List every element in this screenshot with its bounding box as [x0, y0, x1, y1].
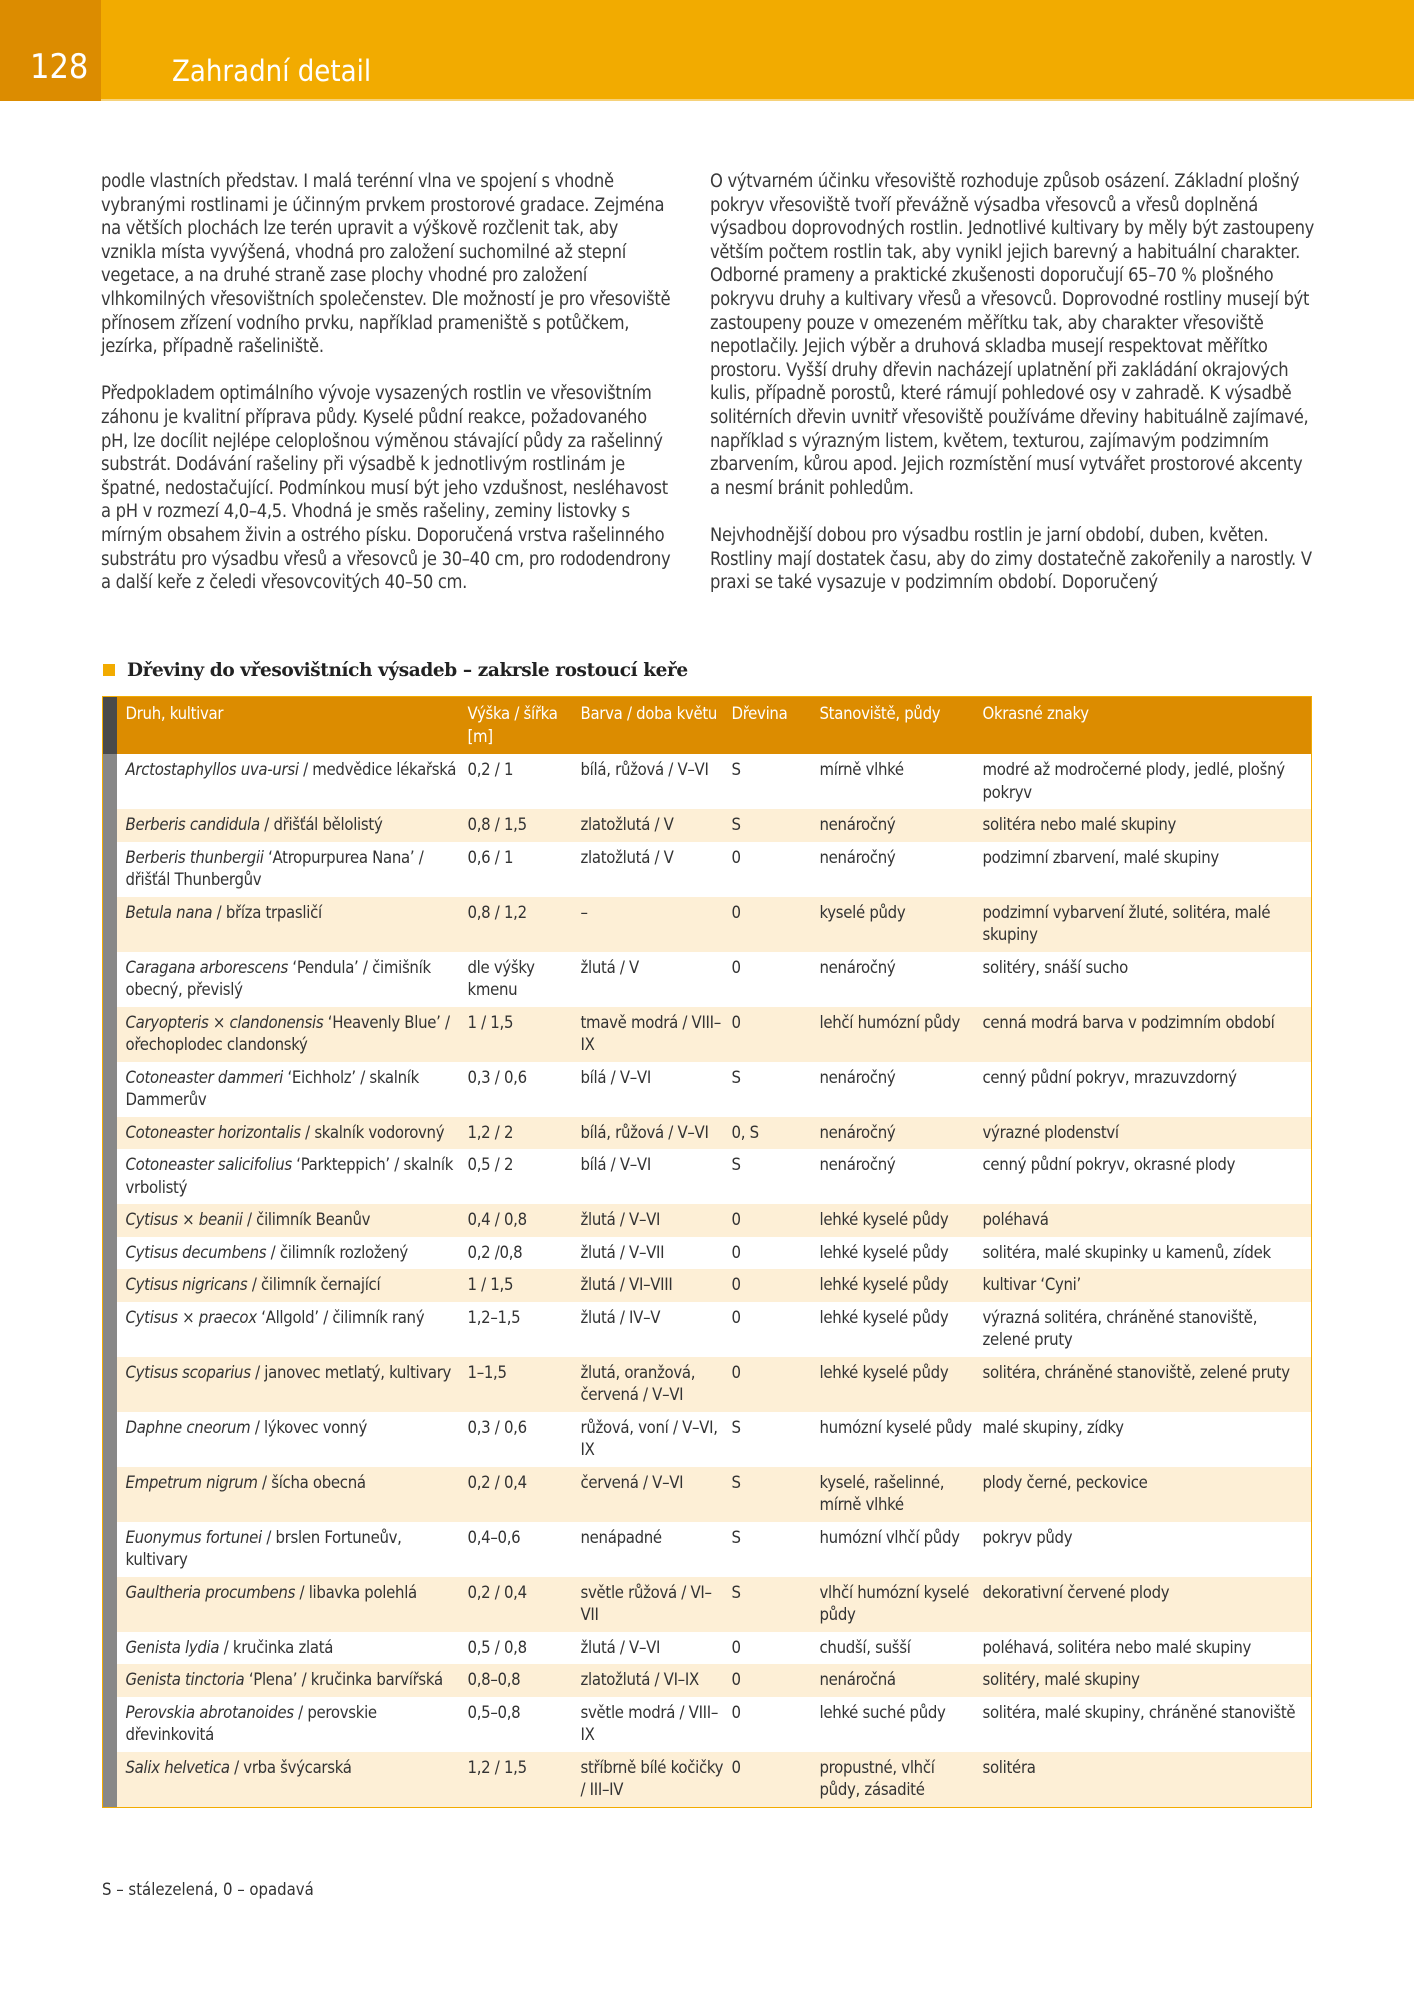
cell-flower: nenápadné [580, 1527, 662, 1547]
table-row [103, 1697, 1312, 1752]
cell-size: 0,2 / 1 [467, 760, 514, 779]
cell-features: výrazné plodenství [983, 1117, 1312, 1150]
cell-features: cenný půdní pokryv, mrazuvzdorný [982, 1067, 1237, 1087]
paragraph: podle vlastních představ. I malá terénní vlna ve spojení s vhodně vybranými rostlinami je účinným prvkem prostorové gradace. Zejména na větších plochách lze terén upravit a výškově rozčlenit tak, aby vznikla místa vyvýšená, vhodná pro založení suchomilné až stepní vegetace, a na druhé straně zase plochy vhodné pro založení vlhkomilných vřesovištních společenstev. Dle možností je pro vřesoviště přínosem zřízení vodního prvku, například prameniště s potůčkem, jezírka, případně rašeliniště. [101, 171, 671, 358]
latin-name: Gaultheria procumbens [125, 1582, 296, 1602]
cell-features: solitéry, snáší sucho [982, 957, 1128, 977]
table-row [103, 1062, 1312, 1117]
cell-size: 0,2 / 0,4 [468, 1577, 581, 1632]
cell-species [117, 1697, 468, 1752]
common-name: / libavka polehlá [295, 1582, 417, 1602]
cell-site: propustné, vlhčí půdy, zásadité [820, 1752, 983, 1808]
common-name: / brslen Fortuneův, kultivary [125, 1527, 402, 1569]
cell-flower: růžová, voní / V–VI, IX [580, 1417, 718, 1459]
cell-features: solitéra [983, 1752, 1312, 1808]
cell-flower: – [581, 897, 732, 952]
page-number: 128 [0, 0, 101, 101]
cell-site: vlhčí humózní kyselé půdy [820, 1577, 983, 1632]
col-header-species: Druh, kultivar [117, 697, 468, 755]
table-footnote: S – stálezelená, 0 – opadavá [102, 1880, 314, 1899]
cell-size: 1 / 1,5 [468, 1007, 581, 1062]
common-name: / čilimník Beanův [242, 1210, 371, 1229]
row-bar [103, 952, 117, 1007]
latin-name: Genista lydia [125, 1637, 220, 1657]
latin-name: Berberis thunbergii [125, 847, 264, 867]
cell-flower: žlutá / V–VII [580, 1242, 665, 1262]
cell-type: S [732, 1577, 820, 1632]
cell-features: solitéra, malé skupinky u kamenů, zídek [982, 1242, 1271, 1262]
cell-species [117, 897, 468, 952]
col-header-type: Dřevina [732, 697, 820, 755]
cell-site: lehké kyselé půdy [820, 1357, 983, 1412]
cell-species [117, 1302, 468, 1357]
cell-species [117, 1269, 468, 1302]
cell-features: malé skupiny, zídky [982, 1417, 1124, 1437]
cell-type: S [732, 809, 820, 842]
cell-flower: žlutá / V [580, 957, 639, 977]
cell-size: 0,5–0,8 [467, 1702, 521, 1722]
cell-flower: žlutá / IV–V [580, 1307, 661, 1327]
table-row [103, 1357, 1312, 1412]
cell-features: solitéra, chráněné stanoviště, zelené pruty [983, 1357, 1312, 1412]
page-header [0, 0, 1414, 101]
cell-flower: žlutá, oranžová, červená / V–VI [581, 1357, 732, 1412]
cell-species [117, 1237, 468, 1270]
cell-type: S [731, 1067, 741, 1087]
latin-name: Cytisus × beanii [125, 1210, 243, 1229]
cell-type: 0 [731, 1242, 741, 1262]
cell-site: lehké kyselé půdy [819, 1242, 949, 1262]
row-bar [103, 842, 117, 897]
latin-name: Caryopteris × clandonensis [125, 1012, 324, 1032]
row-bar [103, 1664, 117, 1697]
row-bar [103, 1467, 117, 1522]
cell-type: S [731, 1155, 741, 1174]
table-title-text: Dřeviny do vřesovištních výsadeb – zakrsle rostoucí keře [127, 660, 688, 681]
cell-species [117, 842, 468, 897]
cell-site: nenáročný [819, 957, 896, 977]
cell-site: nenáročný [820, 809, 983, 842]
cell-features: modré až modročerné plody, jedlé, plošný pokryv [982, 760, 1285, 802]
cell-species [117, 1664, 468, 1697]
row-bar [103, 897, 117, 952]
cell-site: nenáročný [820, 1117, 983, 1150]
paragraph: O výtvarném účinku vřesoviště rozhoduje způsob osázení. Základní plošný pokryv vřesoviště tvoří převážně výsadba vřesovců a vřesů doplněná výsadbou doprovodných rostlin. Jednotlivé kultivary by měly být zastoupeny větším počtem rostlin tak, aby vynikl jejich barevný a habituální charakter. Odborné prameny a praktické zkušenosti doporučují 65–70 % plošného pokryvu druhy a kultivary vřesů a vřesovců. Doprovodné rostliny musejí být zastoupeny pouze v omezeném měřítku tak, aby charakter vřesoviště nepotlačily. Jejich výběr a druhová skladba musejí respektovat měřítko prostoru. Vyšší druhy dřevin nacházejí uplatnění při zakládání okrajových kulis, případně porostů, které rámují pohledové osy v zahradě. K výsadbě solitérních dřevin uvnitř vřesoviště používáme dřeviny habituálně zajímavé, například s výrazným listem, květem, texturou, zajímavým podzimním zbarvením, kůrou apod. Jejich rozmístění musí vytvářet prostorové akcenty a nesmí bránit pohledům. [710, 171, 1315, 499]
cell-flower: světle modrá / VIII–IX [580, 1702, 719, 1744]
cell-flower: bílá / V–VI [580, 1155, 651, 1174]
latin-name: Berberis candidula [125, 815, 260, 834]
cell-flower: tmavě modrá / VIII–IX [581, 1007, 732, 1062]
table-row [103, 1302, 1312, 1357]
cell-type: S [731, 1527, 741, 1547]
latin-name: Cytisus decumbens [125, 1242, 267, 1262]
col-header-site: Stanoviště, půdy [820, 697, 983, 755]
latin-name: Euonymus fortunei [125, 1527, 262, 1547]
col-header-flower: Barva / doba květu [581, 697, 732, 755]
cell-species [117, 1117, 468, 1150]
cell-size: 0,8 / 1,2 [468, 897, 581, 952]
cell-features: plody černé, peckovice [983, 1467, 1312, 1522]
latin-name: Betula nana [125, 902, 213, 922]
common-name: / čilimník rozložený [266, 1242, 408, 1262]
cell-type: 0 [732, 1007, 820, 1062]
cell-type: 0 [731, 957, 741, 977]
table-row [103, 754, 1312, 809]
common-name: ‘Plena’ / kručinka barvířská [244, 1670, 443, 1689]
cell-features: cenný půdní pokryv, okrasné plody [982, 1155, 1236, 1174]
row-bar [103, 754, 117, 809]
cell-flower: světle růžová / VI–VII [581, 1577, 732, 1632]
row-bar [103, 1062, 117, 1117]
cell-species [117, 1007, 468, 1062]
latin-name: Empetrum nigrum [125, 1472, 258, 1492]
latin-name: Cytisus scoparius [125, 1362, 251, 1382]
cell-site: nenáročný [819, 1067, 896, 1087]
cell-size: 1,2–1,5 [467, 1307, 521, 1327]
cell-type: 0, S [732, 1117, 820, 1150]
cell-type: S [731, 1417, 741, 1437]
cell-type: S [731, 760, 741, 779]
cell-features: pokryv půdy [982, 1527, 1073, 1547]
latin-name: Cytisus nigricans [125, 1275, 248, 1294]
cell-features: poléhavá, solitéra nebo malé skupiny [982, 1637, 1252, 1657]
common-name: / lýkovec vonný [250, 1417, 367, 1437]
cell-species [117, 1204, 468, 1237]
table-row [103, 1117, 1312, 1150]
cell-size: 0,5 / 2 [467, 1155, 514, 1174]
row-bar [103, 1632, 117, 1665]
cell-size: 0,2 / 0,4 [468, 1467, 581, 1522]
cell-features: solitéra, malé skupiny, chráněné stanoviště [982, 1702, 1296, 1722]
cell-site: nenáročná [820, 1664, 983, 1697]
common-name: ‘Allgold’ / čilimník raný [256, 1307, 425, 1327]
cell-species [117, 1412, 468, 1467]
plants-table [102, 696, 1312, 1808]
cell-site: lehké suché půdy [819, 1702, 946, 1722]
row-bar [103, 1577, 117, 1632]
paragraph: Předpokladem optimálního vývoje vysazených rostlin ve vřesovištním záhonu je kvalitní příprava půdy. Kyselé půdní reakce, požadovaného pH, lze docílit nejlépe celoplošnou výměnou stávající půdy za rašelinný substrát. Dodávání rašeliny při výsadbě k jednotlivým rostlinám je špatné, nedostačující. Podmínkou musí být jeho vzdušnost, nesléhavost a pH v rozmezí 4,0–4,5. Vhodná je směs rašeliny, zeminy listovky s mírným obsahem živin a ostrého písku. Doporučená vrstva rašelinného substrátu pro výsadbu vřesů a vřesovců je 30–40 cm, pro rododendrony a další keře z čeledi vřesovcovitých 40–50 cm. [101, 383, 671, 594]
cell-type: 0 [731, 847, 741, 867]
table-row [103, 1149, 1312, 1204]
cell-site: mírně vlhké [819, 760, 904, 779]
cell-features: solitéry, malé skupiny [983, 1664, 1312, 1697]
row-bar [103, 1117, 117, 1150]
cell-features: poléhavá [983, 1204, 1312, 1237]
row-bar [103, 1697, 117, 1752]
common-name: ‘Heavenly Blue’ / ořechoplodec clandonský [125, 1012, 450, 1054]
latin-name: Genista tinctoria [125, 1670, 245, 1689]
cell-species [117, 1632, 468, 1665]
header-bar [103, 697, 117, 755]
cell-species [117, 1752, 468, 1808]
table-row [103, 1632, 1312, 1665]
cell-size: 0,4 / 0,8 [468, 1204, 581, 1237]
cell-flower: žlutá / VI–VIII [581, 1269, 732, 1302]
cell-size: dle výšky kmenu [467, 957, 535, 999]
right-text-column [710, 170, 1315, 618]
cell-site: chudší, sušší [819, 1637, 911, 1657]
cell-species [117, 754, 468, 809]
row-bar [103, 1302, 117, 1357]
cell-site: humózní vlhčí půdy [819, 1527, 960, 1547]
cell-features: cenná modrá barva v podzimním období [983, 1007, 1312, 1062]
cell-features: kultivar ‘Cyni’ [983, 1269, 1312, 1302]
row-bar [103, 1269, 117, 1302]
latin-name: Salix helvetica [125, 1757, 230, 1777]
cell-site: lehké kyselé půdy [820, 1204, 983, 1237]
table-row [103, 1577, 1312, 1632]
row-bar [103, 1522, 117, 1577]
cell-species [117, 1522, 468, 1577]
cell-type: 0 [731, 1702, 741, 1722]
cell-species [117, 952, 468, 1007]
common-name: ‘Atropurpurea Nana’ / dřišťál Thunbergův [125, 847, 424, 889]
cell-features: podzimní zbarvení, malé skupiny [982, 847, 1219, 867]
cell-species [117, 1357, 468, 1412]
cell-flower: zlatožlutá / V [580, 847, 674, 867]
table-row [103, 809, 1312, 842]
table-row [103, 1467, 1312, 1522]
common-name: / skalník vodorovný [300, 1122, 445, 1142]
cell-size: 0,2 /0,8 [467, 1242, 523, 1262]
latin-name: Cotoneaster salicifolius [125, 1155, 292, 1174]
cell-size: 0,6 / 1 [467, 847, 514, 867]
latin-name: Cotoneaster horizontalis [125, 1122, 301, 1142]
cell-size: 0,3 / 0,6 [467, 1067, 527, 1087]
row-bar [103, 1357, 117, 1412]
table-row [103, 1204, 1312, 1237]
cell-site: lehčí humózní půdy [820, 1007, 983, 1062]
row-bar [103, 1412, 117, 1467]
table-header-row [103, 697, 1312, 755]
cell-size: 0,3 / 0,6 [467, 1417, 527, 1437]
table-row [103, 1269, 1312, 1302]
table-row [103, 1522, 1312, 1577]
table-row [103, 842, 1312, 897]
common-name: / perovskie dřevinkovitá [125, 1702, 377, 1744]
cell-type: 0 [732, 897, 820, 952]
col-header-size: Výška / šířka [m] [468, 697, 581, 755]
latin-name: Cytisus × praecox [125, 1307, 257, 1327]
common-name: / kručinka zlatá [219, 1637, 334, 1657]
row-bar [103, 1149, 117, 1204]
cell-size: 0,5 / 0,8 [467, 1637, 527, 1657]
common-name: / šícha obecná [257, 1472, 366, 1492]
latin-name: Daphne cneorum [125, 1417, 251, 1437]
cell-flower: žlutá / V–VI [580, 1637, 661, 1657]
common-name: / čilimník černající [247, 1275, 381, 1294]
cell-species [117, 809, 468, 842]
common-name: / vrba švýcarská [229, 1757, 352, 1777]
cell-site: humózní kyselé půdy [819, 1417, 972, 1437]
cell-type: 0 [731, 1307, 741, 1327]
table-row [103, 952, 1312, 1007]
common-name: / dřišťál bělolistý [259, 815, 383, 834]
common-name: / janovec metlatý, kultivary [250, 1362, 452, 1382]
table-title [103, 660, 688, 681]
cell-features: dekorativní červené plody [983, 1577, 1312, 1632]
cell-flower: červená / V–VI [581, 1467, 732, 1522]
cell-size: 1,2 / 1,5 [468, 1752, 581, 1808]
col-header-features: Okrasné znaky [983, 697, 1312, 755]
cell-type: 0 [731, 1637, 741, 1657]
latin-name: Perovskia abrotanoides [125, 1702, 294, 1722]
cell-site: nenáročný [819, 1155, 896, 1174]
common-name: / bříza trpasličí [212, 902, 322, 922]
table-row [103, 1664, 1312, 1697]
cell-site: kyselé půdy [820, 897, 983, 952]
table-row [103, 1412, 1312, 1467]
cell-size: 1–1,5 [468, 1357, 581, 1412]
table-row [103, 897, 1312, 952]
common-name: / medvědice lékařská [298, 760, 457, 779]
cell-type: 0 [732, 1664, 820, 1697]
table-row [103, 1752, 1312, 1808]
common-name: ‘Parkteppich’ / skalník vrbolistý [125, 1155, 454, 1197]
common-name: ‘Pendula’ / čimišník obecný, převislý [125, 957, 431, 999]
cell-species [117, 1577, 468, 1632]
table-row [103, 1237, 1312, 1270]
cell-site: lehké kyselé půdy [820, 1269, 983, 1302]
row-bar [103, 1204, 117, 1237]
left-text-column [101, 170, 676, 618]
cell-features: podzimní vybarvení žluté, solitéra, malé skupiny [983, 897, 1312, 952]
cell-flower: zlatožlutá / V [581, 809, 732, 842]
latin-name: Arctostaphyllos uva-ursi [125, 760, 299, 779]
cell-species [117, 1149, 468, 1204]
cell-type: 0 [732, 1357, 820, 1412]
common-name: ‘Eichholz’ / skalník Dammerův [125, 1067, 419, 1109]
row-bar [103, 1007, 117, 1062]
chapter-title: Zahradní detail [172, 54, 372, 88]
cell-species [117, 1062, 468, 1117]
cell-flower: stříbrně bílé kočičky / III–IV [581, 1752, 732, 1808]
latin-name: Caragana arborescens [125, 957, 288, 977]
cell-species [117, 1467, 468, 1522]
cell-flower: bílá / V–VI [580, 1067, 651, 1087]
square-bullet-icon [103, 664, 115, 676]
cell-size: 1,2 / 2 [468, 1117, 581, 1150]
cell-size: 0,8–0,8 [468, 1664, 581, 1697]
cell-site: kyselé, rašelinné, mírně vlhké [820, 1467, 983, 1522]
row-bar [103, 809, 117, 842]
cell-features: výrazná solitéra, chráněné stanoviště, zelené pruty [982, 1307, 1258, 1349]
cell-flower: zlatožlutá / VI–IX [581, 1664, 732, 1697]
cell-flower: bílá, růžová / V–VI [580, 760, 709, 779]
cell-type: 0 [732, 1204, 820, 1237]
table-row [103, 1007, 1312, 1062]
cell-features: solitéra nebo malé skupiny [983, 809, 1312, 842]
cell-site: nenáročný [819, 847, 896, 867]
latin-name: Cotoneaster dammeri [125, 1067, 284, 1087]
paragraph: Nejvhodnější dobou pro výsadbu rostlin je jarní období, duben, květen. Rostliny mají dostatek času, aby do zimy dostatečně zakořenily a narostly. V praxi se také vysazuje v podzimním období. Doporučený [710, 524, 1312, 594]
cell-flower: žlutá / V–VI [581, 1204, 732, 1237]
cell-site: lehké kyselé půdy [819, 1307, 949, 1327]
cell-type: 0 [732, 1269, 820, 1302]
row-bar [103, 1237, 117, 1270]
cell-size: 0,4–0,6 [467, 1527, 521, 1547]
cell-size: 1 / 1,5 [468, 1269, 581, 1302]
cell-type: 0 [732, 1752, 820, 1808]
row-bar [103, 1752, 117, 1808]
cell-flower: bílá, růžová / V–VI [581, 1117, 732, 1150]
cell-size: 0,8 / 1,5 [468, 809, 581, 842]
cell-type: S [732, 1467, 820, 1522]
